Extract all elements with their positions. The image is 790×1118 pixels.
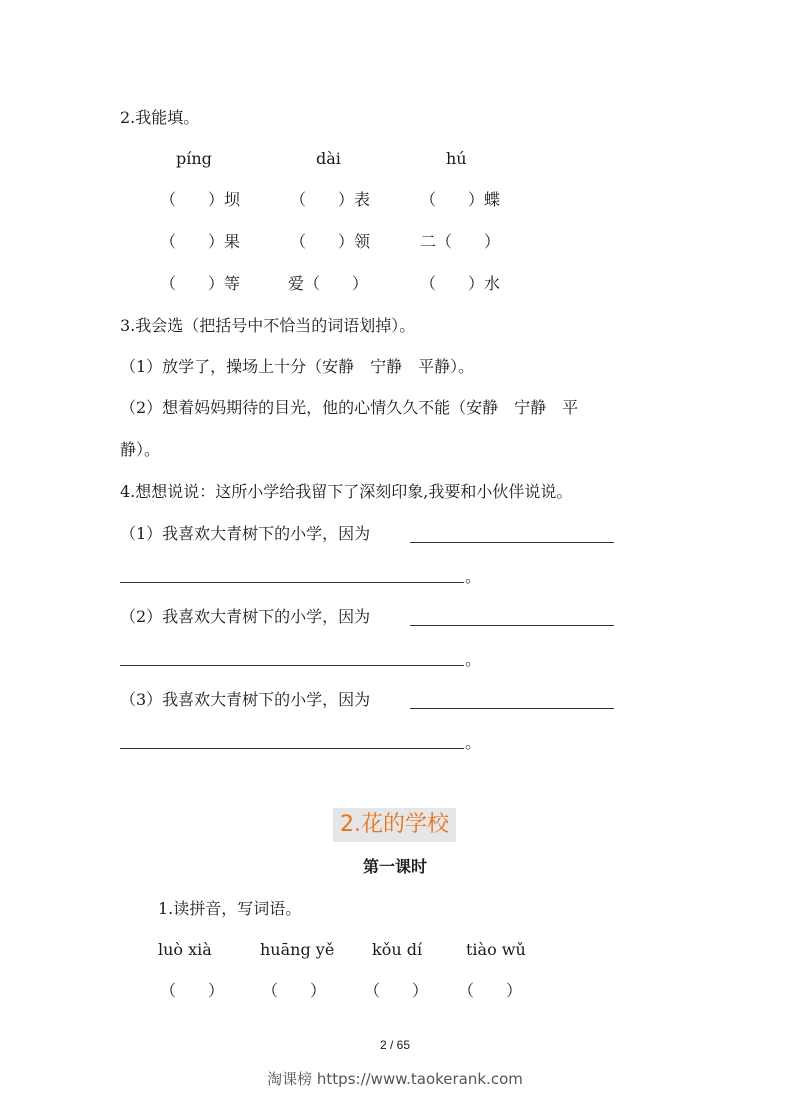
fill-cell: 二（ ） [420, 232, 501, 251]
lesson-pinyin-1: luò xià [158, 940, 212, 959]
lesson-subtitle: 第一课时 [362, 857, 427, 876]
pinyin-3: hú [446, 149, 467, 168]
q4-item-1: （1）我喜欢大青树下的小学，因为 [120, 524, 371, 543]
q4-item-2: （2）我喜欢大青树下的小学，因为 [120, 607, 371, 626]
footer-watermark[interactable]: 淘课榜 https://www.taokerank.com [267, 1070, 523, 1088]
fill-cell: （ ）果 [160, 232, 241, 251]
fill-cell: 爱（ ） [288, 274, 369, 293]
lesson-blank: （ ） [364, 981, 429, 1000]
period: 。 [465, 650, 482, 669]
q3-item-2-cont: 静）。 [120, 440, 161, 459]
pinyin-1: píng [176, 149, 212, 168]
fill-cell: （ ）坝 [160, 190, 241, 209]
lesson-blank: （ ） [458, 981, 523, 1000]
q3-item-2: （2）想着妈妈期待的目光，他的心情久久不能（安静 宁静 平 [120, 398, 579, 417]
q3-item-1: （1）放学了，操场上十分（安静 宁静 平静）。 [120, 357, 475, 376]
period: 。 [465, 733, 482, 752]
fill-cell: （ ）水 [420, 274, 501, 293]
lesson-pinyin-4: tiào wǔ [466, 940, 526, 959]
answer-blank[interactable] [120, 748, 464, 749]
q4-heading: 4.想想说说：这所小学给我留下了深刻印象,我要和小伙伴说说。 [120, 482, 573, 501]
fill-cell: （ ）等 [160, 274, 241, 293]
q2-heading: 2.我能填。 [120, 108, 200, 127]
q4-item-3: （3）我喜欢大青树下的小学，因为 [120, 690, 371, 709]
lesson-title: 2.花的学校 [340, 812, 449, 837]
answer-blank[interactable] [410, 708, 614, 709]
answer-blank[interactable] [410, 625, 614, 626]
answer-blank[interactable] [120, 582, 464, 583]
pinyin-2: dài [316, 149, 341, 168]
fill-cell: （ ）蝶 [420, 190, 501, 209]
q3-heading: 3.我会选（把括号中不恰当的词语划掉）。 [120, 316, 416, 335]
lesson-q1-heading: 1.读拼音，写词语。 [158, 899, 302, 918]
fill-cell: （ ）表 [290, 190, 371, 209]
page-number: 2 / 65 [379, 1038, 411, 1052]
answer-blank[interactable] [410, 542, 614, 543]
lesson-blank: （ ） [160, 981, 225, 1000]
answer-blank[interactable] [120, 665, 464, 666]
lesson-blank: （ ） [262, 981, 327, 1000]
period: 。 [465, 567, 482, 586]
lesson-pinyin-3: kǒu dí [372, 940, 423, 959]
lesson-pinyin-2: huāng yě [260, 940, 335, 959]
fill-cell: （ ）领 [290, 232, 371, 251]
